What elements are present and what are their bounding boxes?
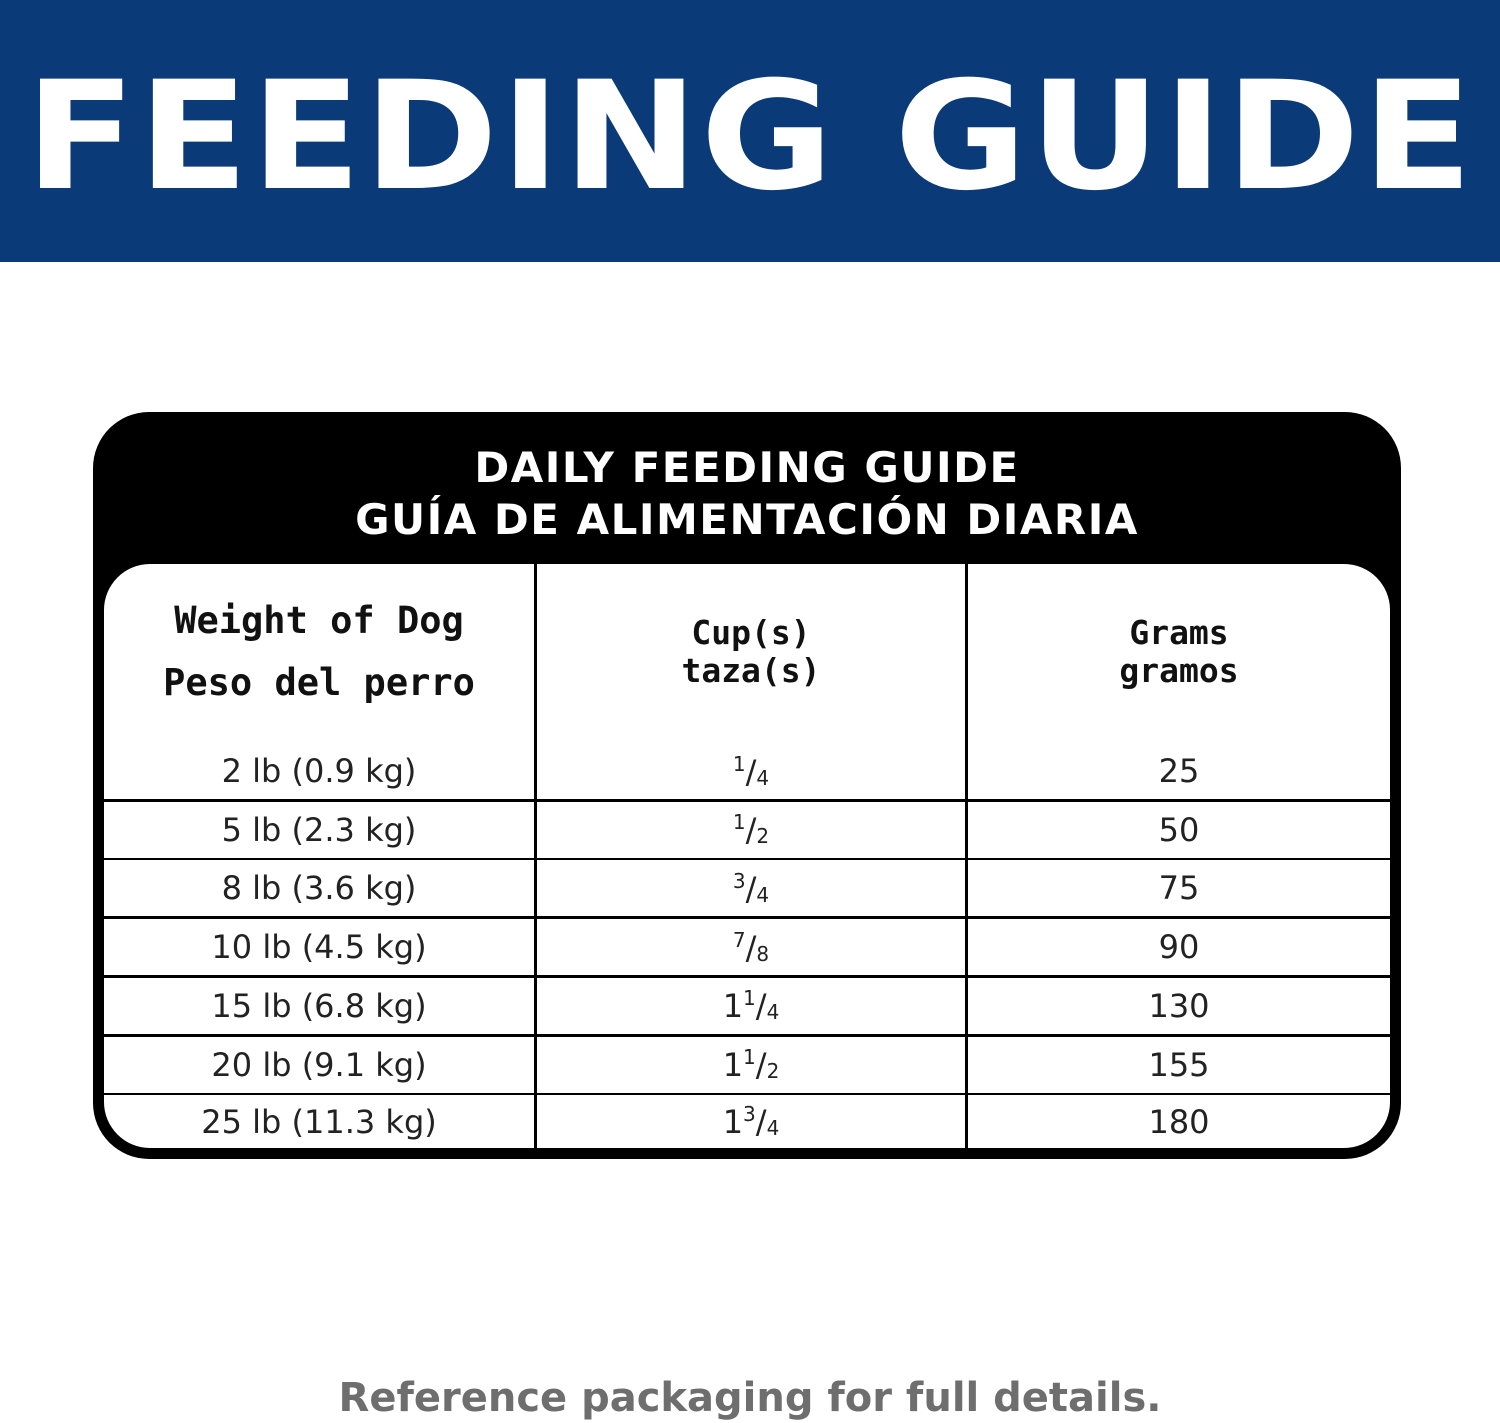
card-title-english: DAILY FEEDING GUIDE — [474, 443, 1020, 492]
cups-denominator: 2 — [756, 824, 770, 849]
fraction-slash: / — [755, 1103, 767, 1142]
cups-denominator: 2 — [766, 1059, 780, 1083]
header-cups-en: Cup(s) — [691, 613, 811, 652]
grams-cell: 90 — [968, 919, 1390, 975]
cups-numerator: 3 — [743, 1102, 756, 1127]
header-banner — [0, 0, 1500, 262]
cups-fraction — [733, 752, 769, 791]
header-grams — [968, 564, 1390, 764]
grams-cell: 75 — [968, 860, 1390, 916]
cups-cell — [537, 860, 965, 916]
cups-cell — [537, 1037, 965, 1093]
weight-cell: 5 lb (2.3 kg) — [104, 802, 534, 858]
cups-cell — [537, 743, 965, 799]
weight-cell: 15 lb (6.8 kg) — [104, 978, 534, 1034]
fraction-slash: / — [745, 752, 757, 791]
cups-denominator: 4 — [766, 1116, 780, 1141]
weight-cell: 2 lb (0.9 kg) — [104, 743, 534, 799]
cups-cell — [537, 1095, 965, 1148]
header-weight — [104, 564, 534, 750]
cups-denominator: 4 — [766, 1000, 780, 1025]
weight-cell: 25 lb (11.3 kg) — [104, 1095, 534, 1148]
daily-feeding-guide-card — [93, 412, 1401, 1159]
header-weight-en: Weight of Dog — [174, 599, 464, 642]
fraction-slash: / — [745, 928, 757, 967]
header-weight-es: Peso del perro — [163, 661, 475, 704]
cups-fraction — [733, 869, 769, 908]
cups-numerator: 1 — [732, 751, 746, 776]
cups-fraction — [733, 928, 769, 967]
grams-cell: 180 — [968, 1095, 1390, 1148]
page-title: FEEDING GUIDE — [25, 50, 1475, 224]
cups-fraction — [733, 810, 769, 849]
cups-denominator: 4 — [756, 882, 770, 907]
fraction-slash: / — [745, 869, 757, 908]
cups-cell — [537, 919, 965, 975]
fraction-slash: / — [745, 811, 757, 850]
cups-whole: 1 — [722, 1103, 744, 1142]
cups-numerator: 1 — [743, 1045, 756, 1069]
cups-fraction — [723, 1102, 780, 1141]
card-title-spanish: GUÍA DE ALIMENTACIÓN DIARIA — [355, 495, 1139, 544]
header-cups-es: taza(s) — [681, 651, 821, 690]
cups-cell — [537, 802, 965, 858]
cups-fraction — [723, 1045, 780, 1084]
weight-cell: 20 lb (9.1 kg) — [104, 1037, 534, 1093]
cups-numerator: 1 — [732, 810, 746, 835]
feeding-table — [104, 564, 1390, 1148]
cups-whole: 1 — [722, 1046, 744, 1084]
header-cups — [537, 564, 965, 764]
cups-cell — [537, 978, 965, 1034]
grams-cell: 130 — [968, 978, 1390, 1034]
card-title — [93, 442, 1401, 546]
cups-denominator: 4 — [756, 765, 770, 790]
cups-numerator: 3 — [732, 868, 746, 893]
grams-cell: 25 — [968, 743, 1390, 799]
header-grams-es: gramos — [1119, 651, 1239, 690]
grams-cell: 50 — [968, 802, 1390, 858]
cups-denominator: 8 — [756, 941, 770, 966]
header-grams-en: Grams — [1129, 613, 1229, 652]
weight-cell: 10 lb (4.5 kg) — [104, 919, 534, 975]
fraction-slash: / — [755, 987, 767, 1026]
cups-numerator: 1 — [743, 986, 756, 1011]
footer-note: Reference packaging for full details. — [338, 1375, 1162, 1421]
cups-fraction — [723, 986, 780, 1025]
weight-cell: 8 lb (3.6 kg) — [104, 860, 534, 916]
cups-whole: 1 — [722, 987, 744, 1026]
grams-cell: 155 — [968, 1037, 1390, 1093]
fraction-slash: / — [755, 1046, 767, 1084]
cups-numerator: 7 — [732, 927, 746, 952]
